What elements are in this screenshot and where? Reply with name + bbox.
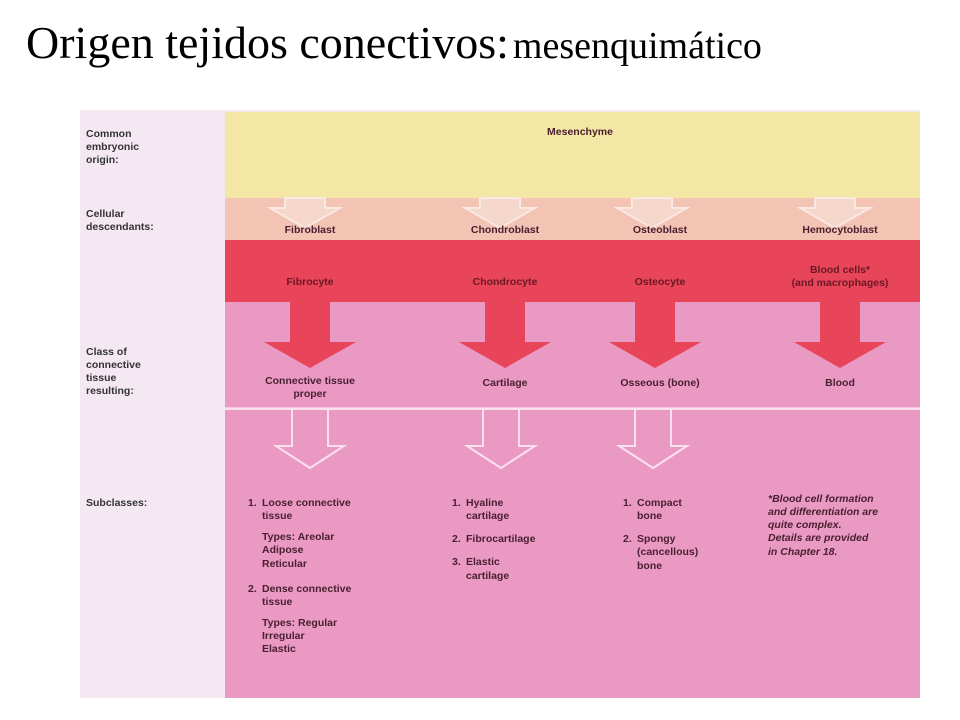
- cyte-osteocyte: Osteocyte: [634, 276, 686, 288]
- blast-hemocytoblast: Hemocytoblast: [802, 224, 878, 236]
- slide-title-main: Origen tejidos conectivos:: [26, 17, 509, 68]
- row-label-origin: Common embryonic origin:: [86, 128, 140, 167]
- subclass-elastic-cartilage: [452, 556, 592, 582]
- subclass-dense-connective: [248, 583, 398, 609]
- subclass-loose-connective: [248, 497, 398, 523]
- subclasses-bone: [623, 497, 753, 583]
- subclass-label: Dense connective tissue: [262, 582, 352, 608]
- subclass-number: 2.: [452, 533, 461, 546]
- flow-arrows: [80, 110, 920, 698]
- subclass-label: Hyaline cartilage: [466, 497, 510, 523]
- subclass-label: Compact bone: [637, 497, 682, 523]
- class-to-subclass-arrows: [225, 409, 920, 468]
- arrow-to-cartilage: [459, 302, 551, 368]
- cyte-fibrocyte: Fibrocyte: [286, 276, 334, 288]
- arrow-to-osseous: [609, 302, 701, 368]
- subclass-spongy-bone: [623, 533, 753, 572]
- slide-title: [26, 17, 762, 68]
- class-blood: Blood: [825, 377, 855, 389]
- origin-mesenchyme: Mesenchyme: [547, 126, 613, 138]
- blast-osteoblast: Osteoblast: [632, 224, 688, 236]
- diagram-photo: [80, 110, 920, 698]
- cyte-chondrocyte: Chondrocyte: [472, 276, 538, 288]
- subclass-label: Fibrocartilage: [466, 533, 536, 546]
- subclass-compact-bone: [623, 497, 753, 523]
- subclass-hyaline: [452, 497, 592, 523]
- subclass-number: 1.: [248, 497, 257, 509]
- blood-footnote: *Blood cell formation and differentiation are quite complex. Details are provided in Chapter 18.: [768, 493, 879, 558]
- subclass-number: 2.: [623, 533, 632, 546]
- dense-connective-types: Types: Regular Irregular Elastic: [262, 616, 338, 656]
- subclass-label: Elastic cartilage: [466, 556, 510, 582]
- class-cartilage: Cartilage: [482, 377, 528, 389]
- subclass-fibrocartilage: [452, 533, 592, 546]
- row-label-subclasses: Subclasses:: [86, 497, 148, 509]
- row-label-descendants: Cellular descendants:: [86, 208, 154, 234]
- arrow-to-connective-tissue: [264, 302, 356, 368]
- slide-title-sub: mesenquimático: [512, 25, 762, 67]
- subclass-number: 1.: [452, 497, 461, 509]
- subclasses-connective: [248, 497, 398, 668]
- subclass-number: 1.: [623, 497, 632, 509]
- row-label-class: Class of connective tissue resulting:: [86, 346, 141, 398]
- subclasses-cartilage: [452, 497, 592, 593]
- arrow-to-connective-subclasses: [276, 410, 344, 468]
- subclass-label: Spongy (cancellous) bone: [637, 533, 699, 572]
- arrow-to-cartilage-subclasses: [467, 410, 535, 468]
- class-osseous: Osseous (bone): [620, 377, 700, 389]
- blast-chondroblast: Chondroblast: [470, 224, 540, 236]
- subclass-number: 3.: [452, 556, 461, 569]
- class-connective-tissue-proper: Connective tissue proper: [265, 375, 355, 401]
- blast-fibroblast: Fibroblast: [284, 224, 336, 236]
- loose-connective-types: Types: Areolar Adipose Reticular: [262, 531, 335, 570]
- arrow-to-blood: [794, 302, 886, 368]
- cyte-to-class-arrows: [264, 302, 886, 368]
- subclass-label: Loose connective tissue: [262, 497, 351, 523]
- arrow-to-bone-subclasses: [619, 410, 687, 468]
- subclass-number: 2.: [248, 582, 257, 595]
- cyte-blood-cells: Blood cells* (and macrophages): [791, 264, 889, 290]
